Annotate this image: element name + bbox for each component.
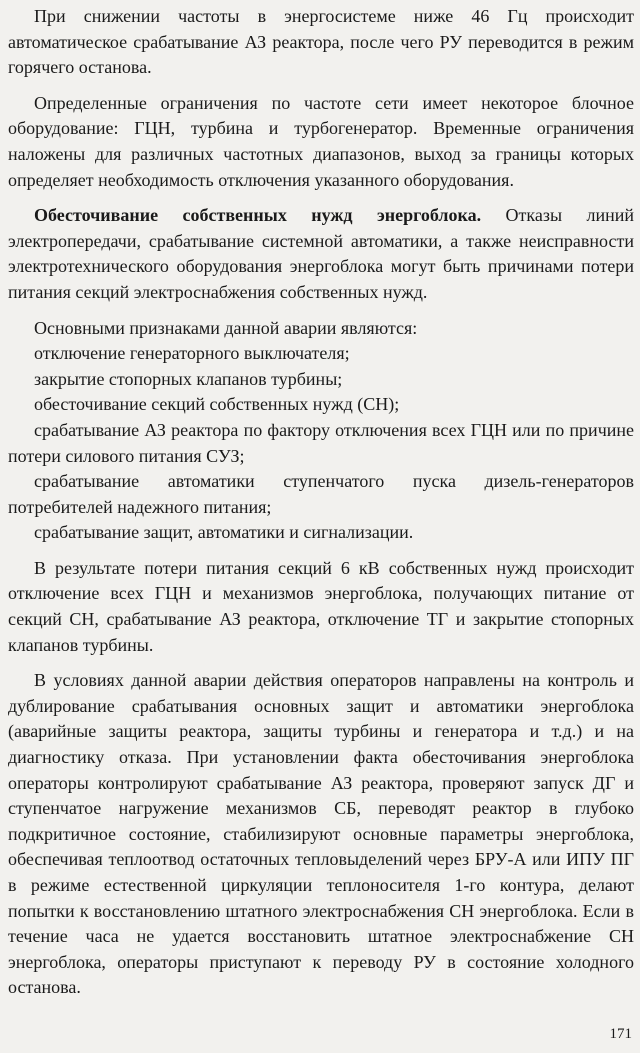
sign-item: закрытие стопорных клапанов турбины;	[34, 368, 343, 389]
paragraph-signs-intro: Основными признаками данной аварии являются:	[34, 317, 418, 338]
paragraph-operator-actions: В условиях данной аварии действия операторов направлены на контроль и дублирование срабатывания основных защит и автоматики энергоблока (аварийные защиты реактора, защиты турбины и генератора и т.д.) и на диагностику отказа. При установлении факта обесточивания энергоблока операторы контролируют срабатывание АЗ реактора, проверяют запуск ДГ и ступенчатое нагружение механизмов СБ, переводят реактор в глубоко подкритичное состояние, стабилизируют основные параметры энергоблока, обеспечивая теплоотвод остаточных тепловыделений через БРУ-А или ИПУ ПГ в режиме естественной циркуляции теплоносителя 1-го контура, делают попытки к восстановлению штатного электроснабжения СН энергоблока. Если в течение часа не удается восстановить штатное электроснабжение СН энергоблока, операторы приступают к переводу РУ в состояние холодного останова.	[8, 670, 634, 998]
sign-item: срабатывание АЗ реактора по фактору отключения всех ГЦН или по причине потери силового питания СУЗ;	[8, 419, 634, 466]
sign-item: срабатывание автоматики ступенчатого пуска дизель-генераторов потребителей надежного питания;	[8, 471, 634, 517]
sign-item: обесточивание секций собственных нужд (СН);	[34, 394, 400, 415]
section-heading-text: Отказы линий электропередачи, срабатывание системной автоматики, а также неисправности электротехнического оборудования энергоблока могут быть причинами потери питания секций электроснабжения собственных нужд.	[8, 205, 635, 302]
paragraph-frequency-limits: Определенные ограничения по частоте сети имеет некоторое блочное оборудование: ГЦН, турбина и турбогенератор. Временные ограничения наложены для различных частотных диапазонов, выход за границы которых определяет необходимость отключения указанного оборудования.	[8, 92, 634, 190]
sign-item: отключение генераторного выключателя;	[34, 343, 350, 364]
paragraph-consequences: В результате потери питания секций 6 кВ собственных нужд происходит отключение всех ГЦН и механизмов энергоблока, получающих питание от секций СН, срабатывание АЗ реактора, отключение ТГ и закрытие стопорных клапанов турбины.	[8, 557, 634, 655]
paragraph-frequency-drop: При снижении частоты в энергосистеме ниже 46 Гц происходит автоматическое срабатывание АЗ реактора, после чего РУ переводится в режим горячего останова.	[8, 6, 634, 78]
sign-item: срабатывание защит, автоматики и сигнализации.	[34, 522, 414, 543]
section-heading: Обесточивание собственных нужд энергоблока.	[34, 205, 482, 226]
paragraph-loss-of-power	[8, 203, 634, 305]
page-number: 171	[609, 1026, 632, 1042]
